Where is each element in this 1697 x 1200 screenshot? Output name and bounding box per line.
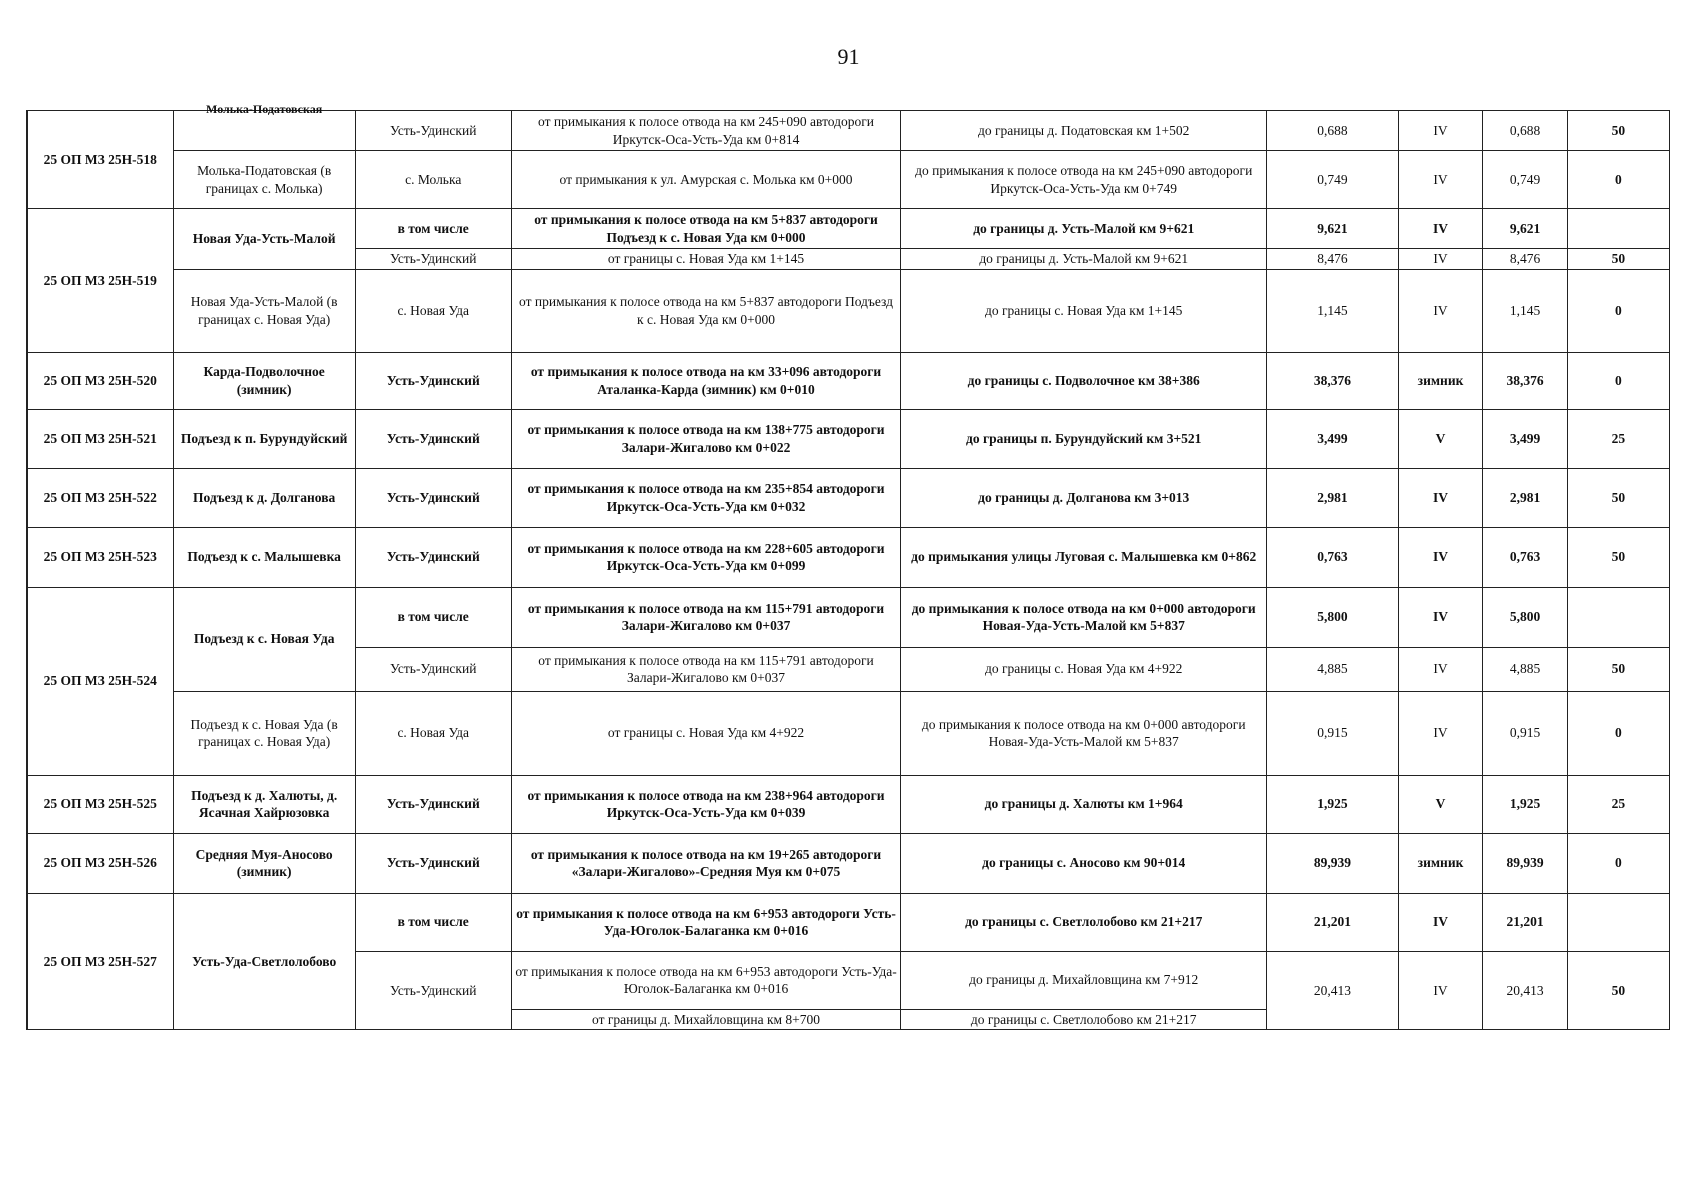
start-point: от примыкания к полосе отвода на км 245+090 автодороги Иркутск-Оса-Усть-Уда км 0+814 <box>511 111 901 151</box>
length-paved: 1,925 <box>1483 775 1568 833</box>
extra-value: 0 <box>1567 691 1669 775</box>
category: IV <box>1398 691 1483 775</box>
length: 0,749 <box>1267 151 1399 209</box>
start-point: от примыкания к полосе отвода на км 115+791 автодороги Залари-Жигалово км 0+037 <box>511 647 901 691</box>
category: IV <box>1398 111 1483 151</box>
length: 21,201 <box>1267 893 1399 951</box>
road-name: Новая Уда-Усть-Малой (в границах с. Новая Уда) <box>173 269 355 352</box>
length: 4,885 <box>1267 647 1399 691</box>
length: 0,915 <box>1267 691 1399 775</box>
road-name: Подъезд к с. Новая Уда (в границах с. Новая Уда) <box>173 691 355 775</box>
length-paved: 5,800 <box>1483 587 1568 647</box>
category: IV <box>1398 151 1483 209</box>
road-name: Карда-Подволочное (зимник) <box>173 352 355 409</box>
start-point: от примыкания к полосе отвода на км 33+096 автодороги Аталанка-Карда (зимник) км 0+010 <box>511 352 901 409</box>
extra-value: 50 <box>1567 951 1669 1030</box>
road-name: Молька-Податовская (в границах с. Молька) <box>173 151 355 209</box>
end-point: до границы д. Михайловщина км 7+912 <box>901 951 1267 1009</box>
table-row <box>27 691 1670 775</box>
category: IV <box>1398 249 1483 270</box>
length: 0,688 <box>1267 111 1399 151</box>
extra-value: 0 <box>1567 352 1669 409</box>
road-name: Усть-Уда-Светлолобово <box>173 893 355 1030</box>
end-point: до примыкания к полосе отвода на км 0+000 автодороги Новая-Уда-Усть-Малой км 5+837 <box>901 587 1267 647</box>
page-number: 91 <box>837 44 860 69</box>
road-name: Средняя Муя-Аносово (зимник) <box>173 833 355 893</box>
road-name: Подъезд к с. Малышевка <box>173 527 355 587</box>
start-point: от примыкания к полосе отвода на км 19+265 автодороги «Залари-Жигалово»-Средняя Муя км 0+075 <box>511 833 901 893</box>
road-code: 25 ОП МЗ 25Н-522 <box>27 468 173 527</box>
length: 1,925 <box>1267 775 1399 833</box>
length: 3,499 <box>1267 409 1399 468</box>
end-point: до границы д. Усть-Малой км 9+621 <box>901 209 1267 249</box>
category: IV <box>1398 647 1483 691</box>
length-paved: 0,749 <box>1483 151 1568 209</box>
district: Усть-Удинский <box>355 951 511 1030</box>
extra-value: 50 <box>1567 249 1669 270</box>
extra-value <box>1567 209 1669 249</box>
road-name: Подъезд к с. Новая Уда <box>173 587 355 691</box>
road-code: 25 ОП МЗ 25Н-527 <box>27 893 173 1030</box>
end-point: до границы д. Долганова км 3+013 <box>901 468 1267 527</box>
road-name: Подъезд к д. Халюты, д. Ясачная Хайрюзовка <box>173 775 355 833</box>
table-row <box>27 833 1670 893</box>
length: 1,145 <box>1267 269 1399 352</box>
district: в том числе <box>355 209 511 249</box>
table-row <box>27 775 1670 833</box>
start-point: от примыкания к полосе отвода на км 238+964 автодороги Иркутск-Оса-Усть-Уда км 0+039 <box>511 775 901 833</box>
length-paved: 21,201 <box>1483 893 1568 951</box>
length-paved: 0,763 <box>1483 527 1568 587</box>
road-code: 25 ОП МЗ 25Н-523 <box>27 527 173 587</box>
district: Усть-Удинский <box>355 409 511 468</box>
length-paved: 8,476 <box>1483 249 1568 270</box>
road-name <box>173 102 355 151</box>
extra-value: 25 <box>1567 775 1669 833</box>
road-code: 25 ОП МЗ 25Н-521 <box>27 409 173 468</box>
district: Усть-Удинский <box>355 111 511 151</box>
start-point: от примыкания к полосе отвода на км 6+953 автодороги Усть-Уда-Юголок-Балаганка км 0+016 <box>511 951 901 1009</box>
category: IV <box>1398 587 1483 647</box>
end-point: до границы с. Аносово км 90+014 <box>901 833 1267 893</box>
road-name: Подъезд к п. Бурундуйский <box>173 409 355 468</box>
district: с. Новая Уда <box>355 269 511 352</box>
length: 2,981 <box>1267 468 1399 527</box>
category: IV <box>1398 951 1483 1030</box>
extra-value: 50 <box>1567 527 1669 587</box>
category: V <box>1398 775 1483 833</box>
length-paved: 3,499 <box>1483 409 1568 468</box>
district: Усть-Удинский <box>355 468 511 527</box>
end-point: до примыкания улицы Луговая с. Малышевка км 0+862 <box>901 527 1267 587</box>
category: IV <box>1398 209 1483 249</box>
start-point: от примыкания к ул. Амурская с. Молька км 0+000 <box>511 151 901 209</box>
district: Усть-Удинский <box>355 647 511 691</box>
length-paved: 4,885 <box>1483 647 1568 691</box>
road-code: 25 ОП МЗ 25Н-525 <box>27 775 173 833</box>
table-row <box>27 468 1670 527</box>
length: 0,763 <box>1267 527 1399 587</box>
start-point: от примыкания к полосе отвода на км 138+775 автодороги Залари-Жигалово км 0+022 <box>511 409 901 468</box>
extra-value: 0 <box>1567 269 1669 352</box>
start-point: от примыкания к полосе отвода на км 6+953 автодороги Усть-Уда-Юголок-Балаганка км 0+016 <box>511 893 901 951</box>
table-row <box>27 409 1670 468</box>
length-paved: 9,621 <box>1483 209 1568 249</box>
road-code: 25 ОП МЗ 25Н-519 <box>27 209 173 353</box>
road-code: 25 ОП МЗ 25Н-518 <box>27 111 173 209</box>
end-point: до границы с. Подволочное км 38+386 <box>901 352 1267 409</box>
extra-value <box>1567 587 1669 647</box>
district: Усть-Удинский <box>355 527 511 587</box>
table-row <box>27 209 1670 249</box>
road-name: Новая Уда-Усть-Малой <box>173 209 355 270</box>
length-paved: 1,145 <box>1483 269 1568 352</box>
start-point: от примыкания к полосе отвода на км 5+837 автодороги Подъезд к с. Новая Уда км 0+000 <box>511 209 901 249</box>
length-paved: 38,376 <box>1483 352 1568 409</box>
extra-value: 50 <box>1567 468 1669 527</box>
length: 8,476 <box>1267 249 1399 270</box>
start-point: от примыкания к полосе отвода на км 228+605 автодороги Иркутск-Оса-Усть-Уда км 0+099 <box>511 527 901 587</box>
road-code: 25 ОП МЗ 25Н-520 <box>27 352 173 409</box>
category: IV <box>1398 527 1483 587</box>
length: 89,939 <box>1267 833 1399 893</box>
roads-table <box>26 102 1670 1030</box>
start-point: от примыкания к полосе отвода на км 235+854 автодороги Иркутск-Оса-Усть-Уда км 0+032 <box>511 468 901 527</box>
start-point: от границы с. Новая Уда км 4+922 <box>511 691 901 775</box>
start-point: от границы д. Михайловщина км 8+700 <box>511 1009 901 1030</box>
district: с. Новая Уда <box>355 691 511 775</box>
end-point: до примыкания к полосе отвода на км 245+090 автодороги Иркутск-Оса-Усть-Уда км 0+749 <box>901 151 1267 209</box>
end-point: до границы с. Новая Уда км 4+922 <box>901 647 1267 691</box>
extra-value: 50 <box>1567 111 1669 151</box>
category: IV <box>1398 468 1483 527</box>
category: зимник <box>1398 833 1483 893</box>
end-point: до границы с. Светлолобово км 21+217 <box>901 893 1267 951</box>
road-code: 25 ОП МЗ 25Н-526 <box>27 833 173 893</box>
end-point: до границы п. Бурундуйский км 3+521 <box>901 409 1267 468</box>
table-row <box>27 352 1670 409</box>
district: в том числе <box>355 587 511 647</box>
end-point: до границы д. Податовская км 1+502 <box>901 111 1267 151</box>
table-row <box>27 893 1670 951</box>
road-name-cut: Молька-Податовская <box>206 102 323 116</box>
length: 9,621 <box>1267 209 1399 249</box>
road-code: 25 ОП МЗ 25Н-524 <box>27 587 173 775</box>
length: 20,413 <box>1267 951 1399 1030</box>
district: Усть-Удинский <box>355 249 511 270</box>
table-row <box>27 111 1670 151</box>
extra-value: 25 <box>1567 409 1669 468</box>
end-point: до границы д. Усть-Малой км 9+621 <box>901 249 1267 270</box>
district: Усть-Удинский <box>355 352 511 409</box>
length-paved: 2,981 <box>1483 468 1568 527</box>
start-point: от примыкания к полосе отвода на км 115+791 автодороги Залари-Жигалово км 0+037 <box>511 587 901 647</box>
extra-value: 0 <box>1567 151 1669 209</box>
district: с. Молька <box>355 151 511 209</box>
table-row <box>27 151 1670 209</box>
length: 5,800 <box>1267 587 1399 647</box>
category: IV <box>1398 893 1483 951</box>
table-row <box>27 269 1670 352</box>
start-point: от границы с. Новая Уда км 1+145 <box>511 249 901 270</box>
category: V <box>1398 409 1483 468</box>
table-row <box>27 587 1670 647</box>
end-point: до границы с. Светлолобово км 21+217 <box>901 1009 1267 1030</box>
district: Усть-Удинский <box>355 833 511 893</box>
road-name: Подъезд к д. Долганова <box>173 468 355 527</box>
category: IV <box>1398 269 1483 352</box>
length-paved: 89,939 <box>1483 833 1568 893</box>
length: 38,376 <box>1267 352 1399 409</box>
extra-value <box>1567 893 1669 951</box>
length-paved: 20,413 <box>1483 951 1568 1030</box>
category: зимник <box>1398 352 1483 409</box>
end-point: до границы с. Новая Уда км 1+145 <box>901 269 1267 352</box>
district: Усть-Удинский <box>355 775 511 833</box>
end-point: до примыкания к полосе отвода на км 0+000 автодороги Новая-Уда-Усть-Малой км 5+837 <box>901 691 1267 775</box>
district: в том числе <box>355 893 511 951</box>
end-point: до границы д. Халюты км 1+964 <box>901 775 1267 833</box>
length-paved: 0,688 <box>1483 111 1568 151</box>
extra-value: 0 <box>1567 833 1669 893</box>
length-paved: 0,915 <box>1483 691 1568 775</box>
table-row <box>27 527 1670 587</box>
extra-value: 50 <box>1567 647 1669 691</box>
start-point: от примыкания к полосе отвода на км 5+837 автодороги Подъезд к с. Новая Уда км 0+000 <box>511 269 901 352</box>
